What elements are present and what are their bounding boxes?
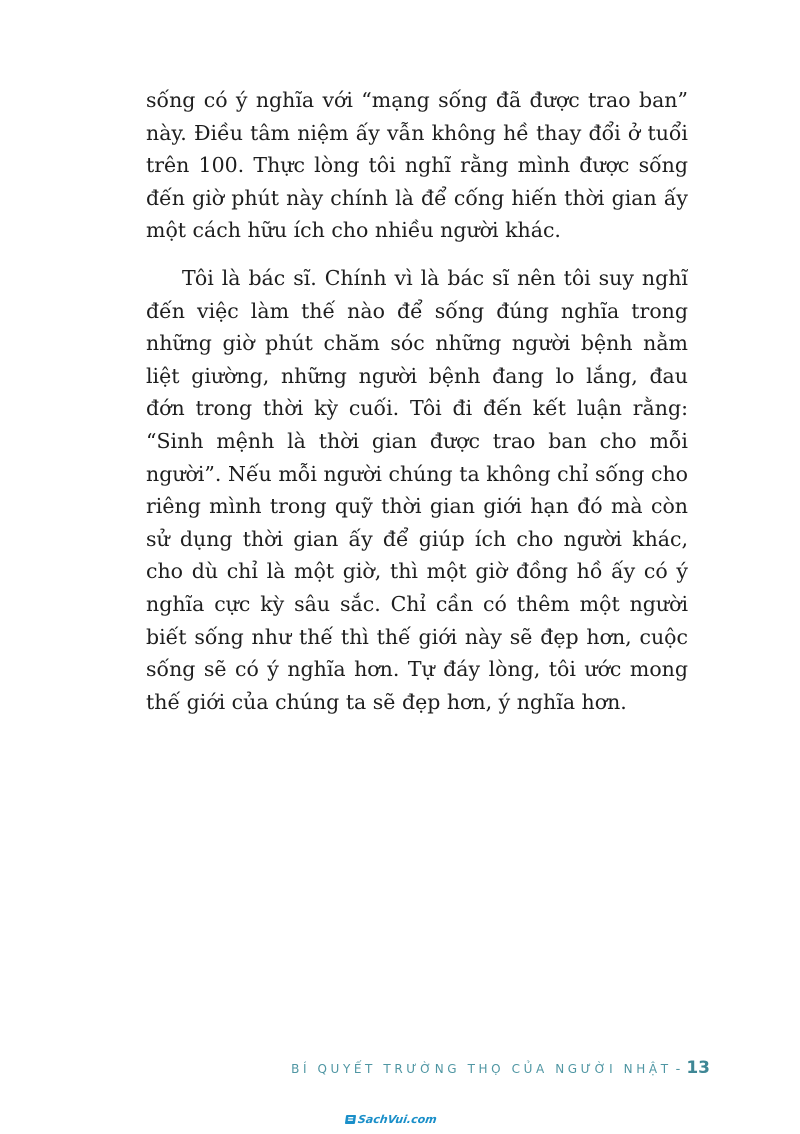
- watermark-logo: [344, 1113, 438, 1126]
- watermark-text: SachVui.com: [357, 1113, 438, 1126]
- running-title: BÍ QUYẾT TRƯỜNG THỌ CỦA NGƯỜI NHẬT: [291, 1062, 672, 1076]
- book-icon: [344, 1114, 357, 1125]
- paragraph-1: sống có ý nghĩa với “mạng sống đã được trao ban” này. Điều tâm niệm ấy vẫn không hề thay đổi ở tuổi trên 100. Thực lòng tôi nghĩ rằng mình được sống đến giờ phút này chính là để cống hiến thời gian ấy một cách hữu ích cho nhiều người khác.: [146, 88, 688, 243]
- page-footer: [291, 1058, 710, 1078]
- page-number: 13: [686, 1058, 710, 1078]
- paragraph-2: Tôi là bác sĩ. Chính vì là bác sĩ nên tôi suy nghĩ đến việc làm thế nào để sống đúng nghĩa trong những giờ phút chăm sóc những người bệnh nằm liệt giường, những người bệnh đang lo lắng, đau đớn trong thời kỳ cuối. Tôi đi đến kết luận rằng: “Sinh mệnh là thời gian được trao ban cho mỗi người”. Nếu mỗi người chúng ta không chỉ sống cho riêng mình trong quỹ thời gian giới hạn đó mà còn sử dụng thời gian ấy để giúp ích cho người khác, cho dù chỉ là một giờ, thì một giờ đồng hồ ấy có ý nghĩa cực kỳ sâu sắc. Chỉ cần có thêm một người biết sống như thế thì thế giới này sẽ đẹp hơn, cuộc sống sẽ có ý nghĩa hơn. Tự đáy lòng, tôi ước mong thế giới của chúng ta sẽ đẹp hơn, ý nghĩa hơn.: [146, 265, 688, 714]
- page-body: [146, 84, 688, 718]
- footer-separator: -: [675, 1062, 681, 1077]
